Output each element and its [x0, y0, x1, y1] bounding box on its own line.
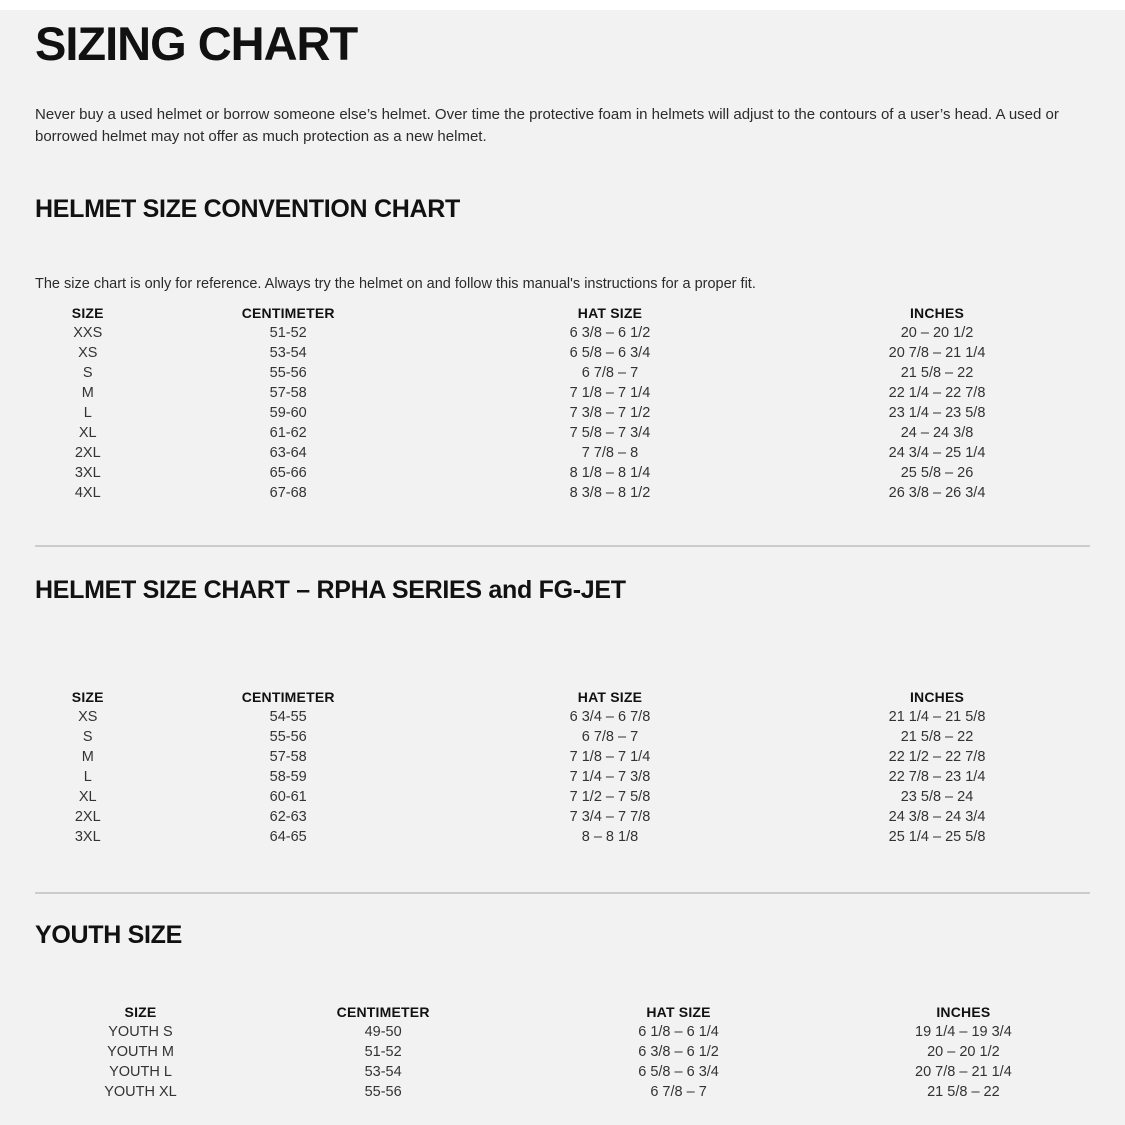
table-cell: 62-63 — [269, 809, 307, 825]
table-cell: 21 5/8 – 22 — [900, 729, 974, 745]
table-cell: 58-59 — [269, 769, 307, 785]
section-divider — [35, 545, 1090, 547]
table-cell: 57-58 — [269, 385, 307, 401]
table-row — [35, 727, 1090, 747]
table-cell: 24 – 24 3/8 — [900, 425, 974, 441]
top-white-strip — [0, 0, 1125, 10]
table-cell: 26 3/8 – 26 3/4 — [888, 485, 986, 501]
table-row — [35, 363, 1090, 383]
table-cell: XL — [78, 425, 97, 441]
table-cell: 24 3/8 – 24 3/4 — [888, 809, 986, 825]
section-heading-rpha-fg-jet: HELMET SIZE CHART – RPHA SERIES and FG-JET — [35, 576, 626, 604]
table-cell: YOUTH S — [108, 1024, 173, 1040]
table-cell: 21 5/8 – 22 — [900, 365, 974, 381]
table-row — [35, 1042, 1090, 1062]
column-header: INCHES — [936, 1004, 991, 1020]
table-cell: 6 5/8 – 6 3/4 — [569, 345, 651, 361]
table-cell: 51-52 — [364, 1044, 402, 1060]
column-header: INCHES — [909, 689, 965, 705]
table-cell: 19 1/4 – 19 3/4 — [915, 1024, 1012, 1040]
table-row — [35, 1062, 1090, 1082]
table-cell: XL — [78, 789, 97, 805]
table-cell: 6 3/8 – 6 1/2 — [569, 325, 651, 341]
table-cell: 22 1/2 – 22 7/8 — [888, 749, 986, 765]
rpha-fg-jet-size-table — [35, 687, 1090, 847]
column-header: SIZE — [71, 689, 104, 705]
table-row — [35, 423, 1090, 443]
table-cell: 54-55 — [269, 709, 307, 725]
table-cell: 6 5/8 – 6 3/4 — [638, 1064, 719, 1080]
table-cell: 6 3/8 – 6 1/2 — [638, 1044, 719, 1060]
table-row — [35, 827, 1090, 847]
table-cell: 4XL — [74, 485, 101, 501]
table-cell: 20 – 20 1/2 — [927, 1044, 1000, 1060]
sizing-chart-document — [0, 10, 1125, 1102]
table-cell: 20 – 20 1/2 — [900, 325, 974, 341]
table-cell: 3XL — [74, 829, 101, 845]
table-header-row — [35, 1002, 1090, 1022]
table-cell: 7 1/8 – 7 1/4 — [569, 385, 651, 401]
table-row — [35, 747, 1090, 767]
table-cell: 59-60 — [269, 405, 307, 421]
table-cell: 7 1/2 – 7 5/8 — [569, 789, 651, 805]
table-cell: 67-68 — [269, 485, 307, 501]
table-cell: 60-61 — [269, 789, 307, 805]
page-title: SIZING CHART — [35, 17, 358, 70]
table-cell: 2XL — [74, 809, 101, 825]
helmet-size-convention-table — [35, 303, 1090, 503]
table-cell: XS — [78, 345, 98, 361]
table-cell: 7 1/4 – 7 3/8 — [569, 769, 651, 785]
table-row — [35, 807, 1090, 827]
table-cell: 25 5/8 – 26 — [900, 465, 974, 481]
table-cell: 8 1/8 – 8 1/4 — [569, 465, 651, 481]
table-cell: 65-66 — [269, 465, 307, 481]
table-cell: 6 1/8 – 6 1/4 — [638, 1024, 719, 1040]
table-cell: L — [83, 405, 92, 421]
table-header-row — [35, 303, 1090, 323]
table-cell: 51-52 — [269, 325, 307, 341]
table-cell: 55-56 — [364, 1084, 402, 1100]
table-cell: 6 7/8 – 7 — [581, 729, 639, 745]
table-cell: 55-56 — [269, 729, 307, 745]
table-cell: M — [81, 749, 94, 765]
table-header-row — [35, 687, 1090, 707]
table-cell: 6 3/4 – 6 7/8 — [569, 709, 651, 725]
table-cell: YOUTH M — [107, 1044, 174, 1060]
table-cell: 21 5/8 – 22 — [927, 1084, 1000, 1100]
table-cell: 49-50 — [364, 1024, 402, 1040]
table-cell: 63-64 — [269, 445, 307, 461]
reference-note-text: The size chart is only for reference. Always try the helmet on and follow this manual's instructions for a proper fit. — [35, 276, 756, 292]
section-heading-helmet-size-convention: HELMET SIZE CONVENTION CHART — [35, 195, 460, 223]
table-row — [35, 403, 1090, 423]
table-row — [35, 787, 1090, 807]
column-header: CENTIMETER — [336, 1004, 430, 1020]
section-divider — [35, 892, 1090, 894]
table-cell: 57-58 — [269, 749, 307, 765]
table-cell: 20 7/8 – 21 1/4 — [915, 1064, 1012, 1080]
table-cell: 25 1/4 – 25 5/8 — [888, 829, 986, 845]
table-cell: S — [82, 729, 93, 745]
table-cell: 55-56 — [269, 365, 307, 381]
table-cell: 8 – 8 1/8 — [581, 829, 639, 845]
table-row — [35, 483, 1090, 503]
table-row — [35, 383, 1090, 403]
youth-size-table — [35, 1002, 1090, 1102]
column-header: CENTIMETER — [241, 305, 335, 321]
table-cell: 6 7/8 – 7 — [650, 1084, 707, 1100]
table-cell: 7 5/8 – 7 3/4 — [569, 425, 651, 441]
column-header: HAT SIZE — [646, 1004, 711, 1020]
table-row — [35, 323, 1090, 343]
table-row — [35, 443, 1090, 463]
table-cell: S — [82, 365, 93, 381]
column-header: SIZE — [124, 1004, 157, 1020]
table-row — [35, 463, 1090, 483]
table-cell: YOUTH L — [109, 1064, 172, 1080]
table-row — [35, 1082, 1090, 1102]
table-cell: 7 1/8 – 7 1/4 — [569, 749, 651, 765]
table-cell: 64-65 — [269, 829, 307, 845]
table-cell: 7 7/8 – 8 — [581, 445, 639, 461]
table-cell: XXS — [73, 325, 103, 341]
table-cell: 21 1/4 – 21 5/8 — [888, 709, 986, 725]
table-cell: 53-54 — [364, 1064, 402, 1080]
table-cell: 53-54 — [269, 345, 307, 361]
table-cell: M — [81, 385, 94, 401]
table-cell: XS — [78, 709, 98, 725]
table-cell: L — [83, 769, 92, 785]
column-header: HAT SIZE — [577, 305, 643, 321]
section-heading-youth-size: YOUTH SIZE — [35, 921, 183, 949]
table-cell: YOUTH XL — [104, 1084, 177, 1100]
table-cell: 3XL — [74, 465, 101, 481]
table-cell: 20 7/8 – 21 1/4 — [888, 345, 986, 361]
table-row — [35, 1022, 1090, 1042]
table-cell: 2XL — [74, 445, 101, 461]
table-cell: 7 3/4 – 7 7/8 — [569, 809, 651, 825]
table-cell: 7 3/8 – 7 1/2 — [569, 405, 651, 421]
table-cell: 8 3/8 – 8 1/2 — [569, 485, 651, 501]
table-cell: 22 1/4 – 22 7/8 — [888, 385, 986, 401]
column-header: INCHES — [909, 305, 965, 321]
table-row — [35, 707, 1090, 727]
intro-text: Never buy a used helmet or borrow someone else’s helmet. Over time the protective foam in helmets will adjust to the contours of a user’s head. A used or borrowed helmet may not offer as much protection as a new helmet. — [35, 106, 1059, 145]
table-row — [35, 343, 1090, 363]
table-cell: 23 5/8 – 24 — [900, 789, 974, 805]
table-row — [35, 767, 1090, 787]
column-header: CENTIMETER — [241, 689, 335, 705]
table-cell: 23 1/4 – 23 5/8 — [888, 405, 986, 421]
table-cell: 6 7/8 – 7 — [581, 365, 639, 381]
column-header: HAT SIZE — [577, 689, 643, 705]
table-cell: 24 3/4 – 25 1/4 — [888, 445, 986, 461]
table-cell: 22 7/8 – 23 1/4 — [888, 769, 986, 785]
column-header: SIZE — [71, 305, 104, 321]
table-cell: 61-62 — [269, 425, 307, 441]
